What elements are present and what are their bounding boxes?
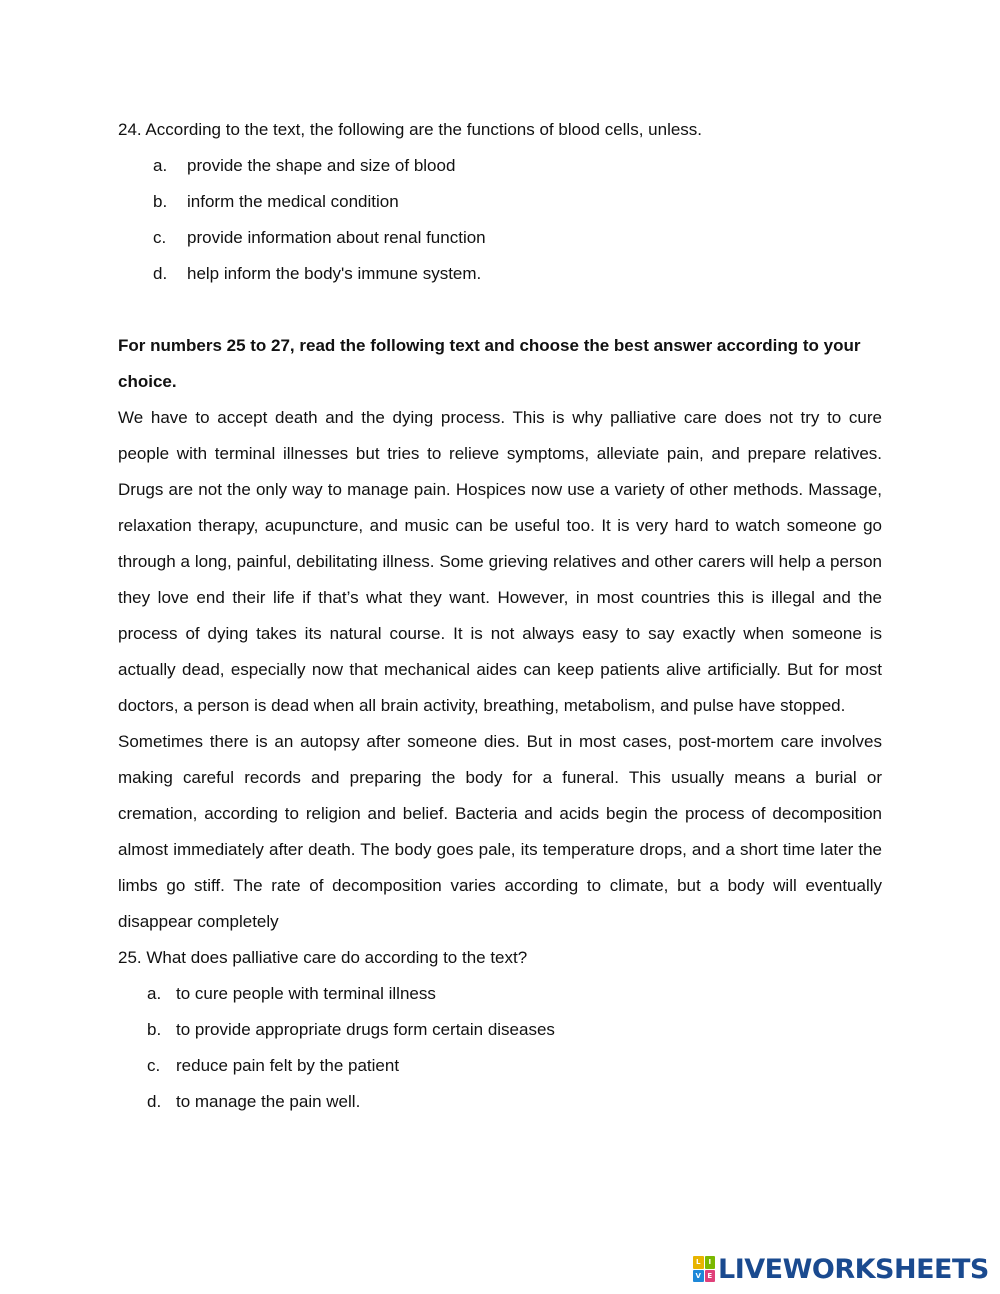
instruction-line-2: choice.: [118, 372, 177, 391]
option-25-a[interactable]: [118, 976, 882, 1012]
option-text: provide the shape and size of blood: [187, 156, 456, 175]
liveworksheets-logo-icon: [693, 1256, 715, 1282]
question-24-options: [118, 148, 882, 292]
question-25: 25. What does palliative care do according to the text?: [118, 948, 528, 967]
logo-icon-letter-e: E: [705, 1270, 716, 1283]
option-25-c[interactable]: [118, 1048, 882, 1084]
option-text: to manage the pain well.: [176, 1092, 361, 1111]
option-text: reduce pain felt by the patient: [176, 1056, 400, 1075]
option-text: help inform the body's immune system.: [187, 264, 482, 283]
option-24-c[interactable]: [118, 220, 882, 256]
option-letter: a.: [153, 156, 168, 175]
option-24-d[interactable]: [118, 256, 882, 292]
passage-paragraph-2: Sometimes there is an autopsy after someone dies. But in most cases, post-mortem care involves making careful records and preparing the body for a funeral. This usually means a burial or cremation, according to religion and belief. Bacteria and acids begin the process of decomposition almost immediately after death. The body goes pale, its temperature drops, and a short time later the limbs go stiff. The rate of decomposition varies according to climate, but a body will eventually disappear completely: [118, 732, 882, 931]
option-24-b[interactable]: [118, 184, 882, 220]
option-24-a[interactable]: [118, 148, 882, 184]
logo-icon-letter-v: V: [693, 1270, 704, 1283]
option-letter: b.: [153, 192, 168, 211]
instruction-line-1: For numbers 25 to 27, read the following text and choose the best answer according to your: [118, 336, 861, 355]
option-letter: c.: [153, 228, 167, 247]
option-text: to cure people with terminal illness: [176, 984, 436, 1003]
option-text: to provide appropriate drugs form certain diseases: [176, 1020, 555, 1039]
logo-icon-letter-i: I: [705, 1256, 716, 1269]
liveworksheets-logo[interactable]: [693, 1254, 989, 1284]
section-spacer: [118, 292, 882, 328]
option-letter: a.: [147, 984, 162, 1003]
logo-text: LIVEWORKSHEETS: [718, 1253, 989, 1285]
logo-icon-letter-l: L: [693, 1256, 704, 1269]
question-25-options: [118, 976, 882, 1120]
option-text: provide information about renal function: [187, 228, 486, 247]
passage-paragraph-1: We have to accept death and the dying process. This is why palliative care does not try to cure people with terminal illnesses but tries to relieve symptoms, alleviate pain, and prepare relatives. Drugs are not the only way to manage pain. Hospices now use a variety of other methods. Massage, relaxation therapy, acupuncture, and music can be useful too. It is very hard to watch someone go through a long, painful, debilitating illness. Some grieving relatives and other carers will help a person they love end their life if that’s what they want. However, in most countries this is illegal and the process of dying takes its natural course. It is not always easy to say exactly when someone is actually dead, especially now that mechanical aides can keep patients alive artificially. But for most doctors, a person is dead when all brain activity, breathing, metabolism, and pulse have stopped.: [118, 408, 882, 715]
option-25-d[interactable]: [118, 1084, 882, 1120]
option-letter: b.: [147, 1020, 162, 1039]
option-letter: d.: [147, 1092, 162, 1111]
option-letter: c.: [147, 1056, 161, 1075]
option-25-b[interactable]: [118, 1012, 882, 1048]
worksheet-page: [118, 112, 882, 1120]
question-24: 24. According to the text, the following are the functions of blood cells, unless.: [118, 120, 703, 139]
option-letter: d.: [153, 264, 168, 283]
option-text: inform the medical condition: [187, 192, 399, 211]
